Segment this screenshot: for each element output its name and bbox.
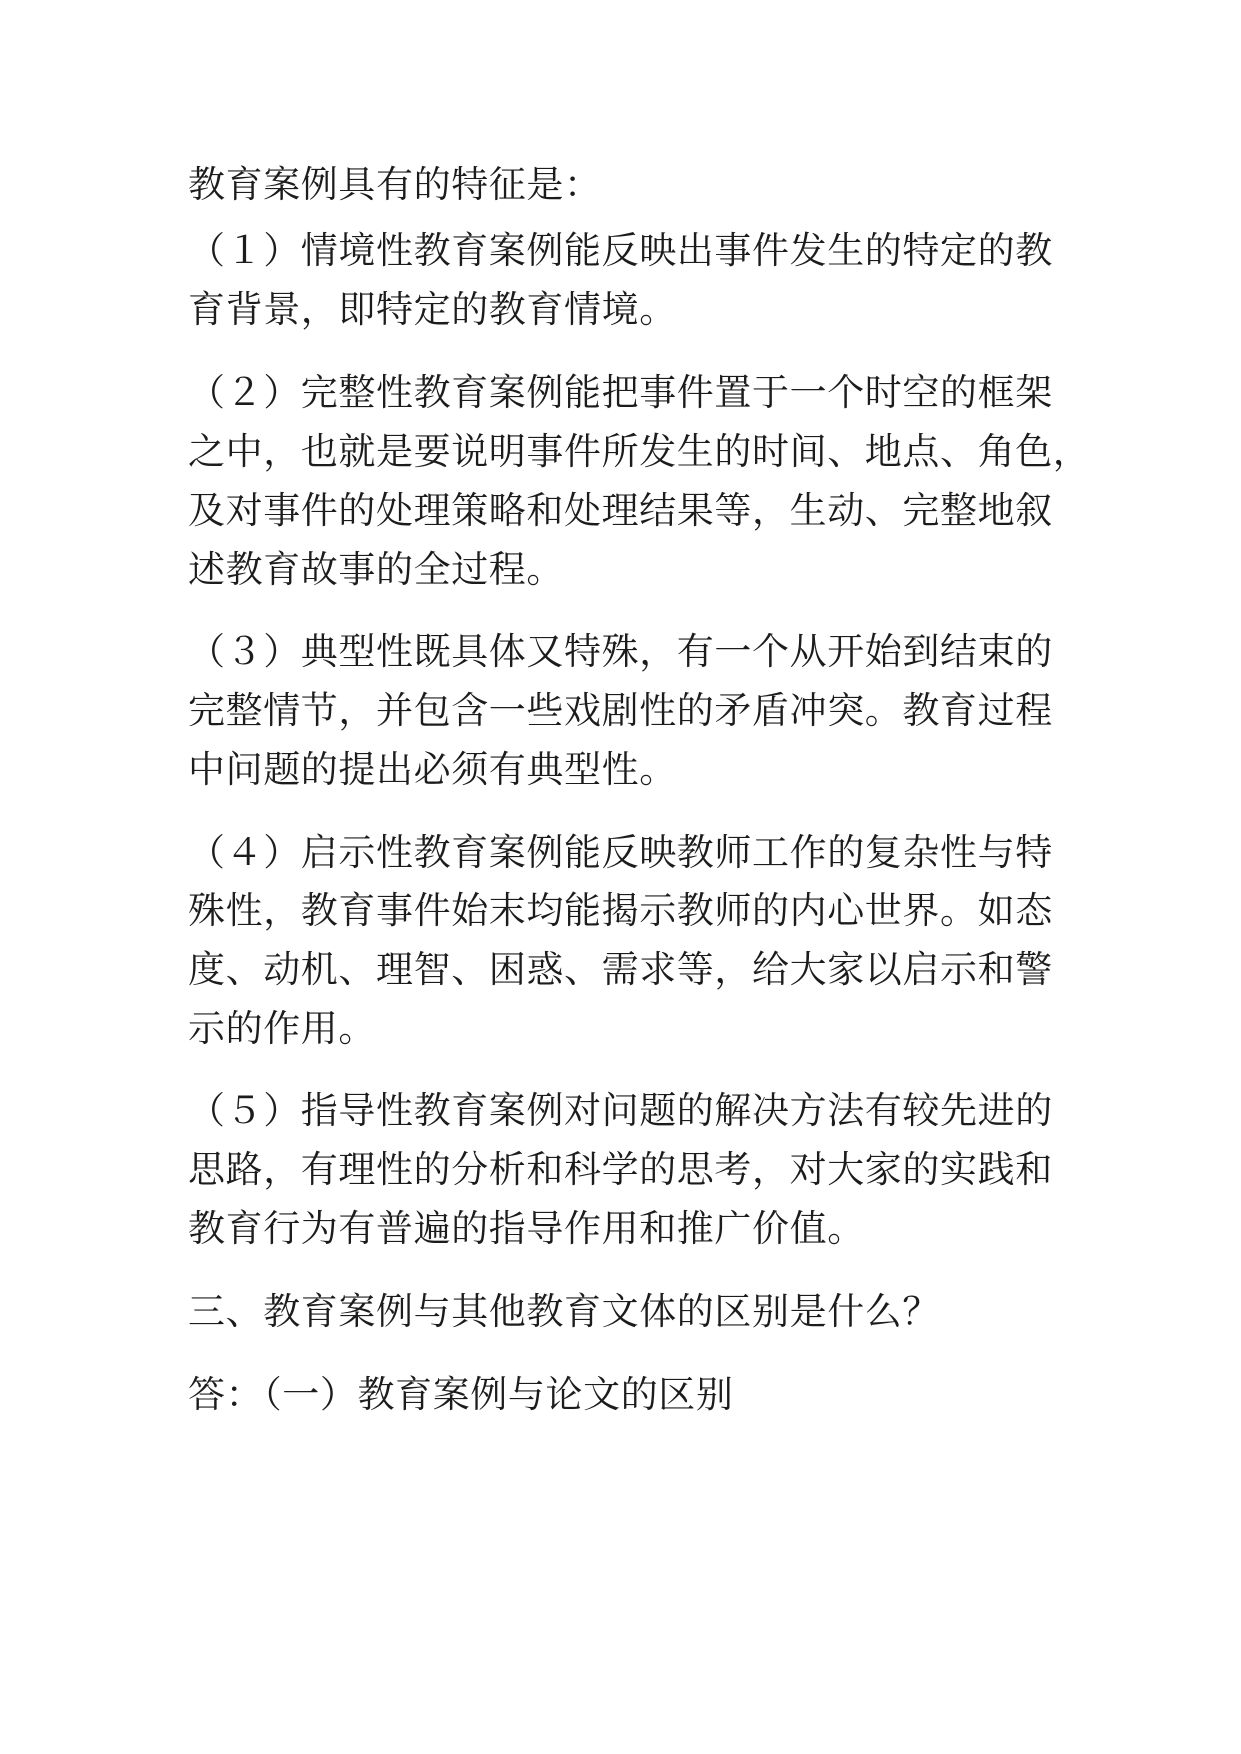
- item-3-line-1: （３）典型性既具体又特殊，有一个从开始到结束的: [188, 630, 1053, 673]
- item-1-line-2: 育背景，即特定的教育情境。: [188, 288, 677, 331]
- item-4-line-4: 示的作用。: [188, 1007, 376, 1050]
- section-heading: 三、教育案例与其他教育文体的区别是什么？: [188, 1290, 940, 1333]
- item-2-line-2: 之中，也就是要说明事件所发生的时间、地点、角色，: [188, 430, 1091, 473]
- item-5-line-3: 教育行为有普遍的指导作用和推广价值。: [188, 1207, 865, 1250]
- item-1-line-1: （１）情境性教育案例能反映出事件发生的特定的教: [188, 229, 1053, 272]
- item-3-line-3: 中问题的提出必须有典型性。: [188, 748, 677, 791]
- item-5-line-2: 思路，有理性的分析和科学的思考，对大家的实践和: [188, 1148, 1053, 1191]
- item-2-line-1: （２）完整性教育案例能把事件置于一个时空的框架: [188, 371, 1053, 414]
- item-4-line-1: （４）启示性教育案例能反映教师工作的复杂性与特: [188, 831, 1053, 874]
- intro-heading: 教育案例具有的特征是：: [188, 163, 602, 206]
- item-4-line-3: 度、动机、理智、困惑、需求等，给大家以启示和警: [188, 948, 1053, 991]
- item-5-line-1: （５）指导性教育案例对问题的解决方法有较先进的: [188, 1089, 1053, 1132]
- answer-heading: 答：（一）教育案例与论文的区别: [188, 1373, 734, 1416]
- item-3-line-2: 完整情节，并包含一些戏剧性的矛盾冲突。教育过程: [188, 689, 1053, 732]
- item-2-line-4: 述教育故事的全过程。: [188, 548, 564, 591]
- item-4-line-2: 殊性，教育事件始末均能揭示教师的内心世界。如态: [188, 889, 1053, 932]
- item-2-line-3: 及对事件的处理策略和处理结果等，生动、完整地叙: [188, 489, 1053, 532]
